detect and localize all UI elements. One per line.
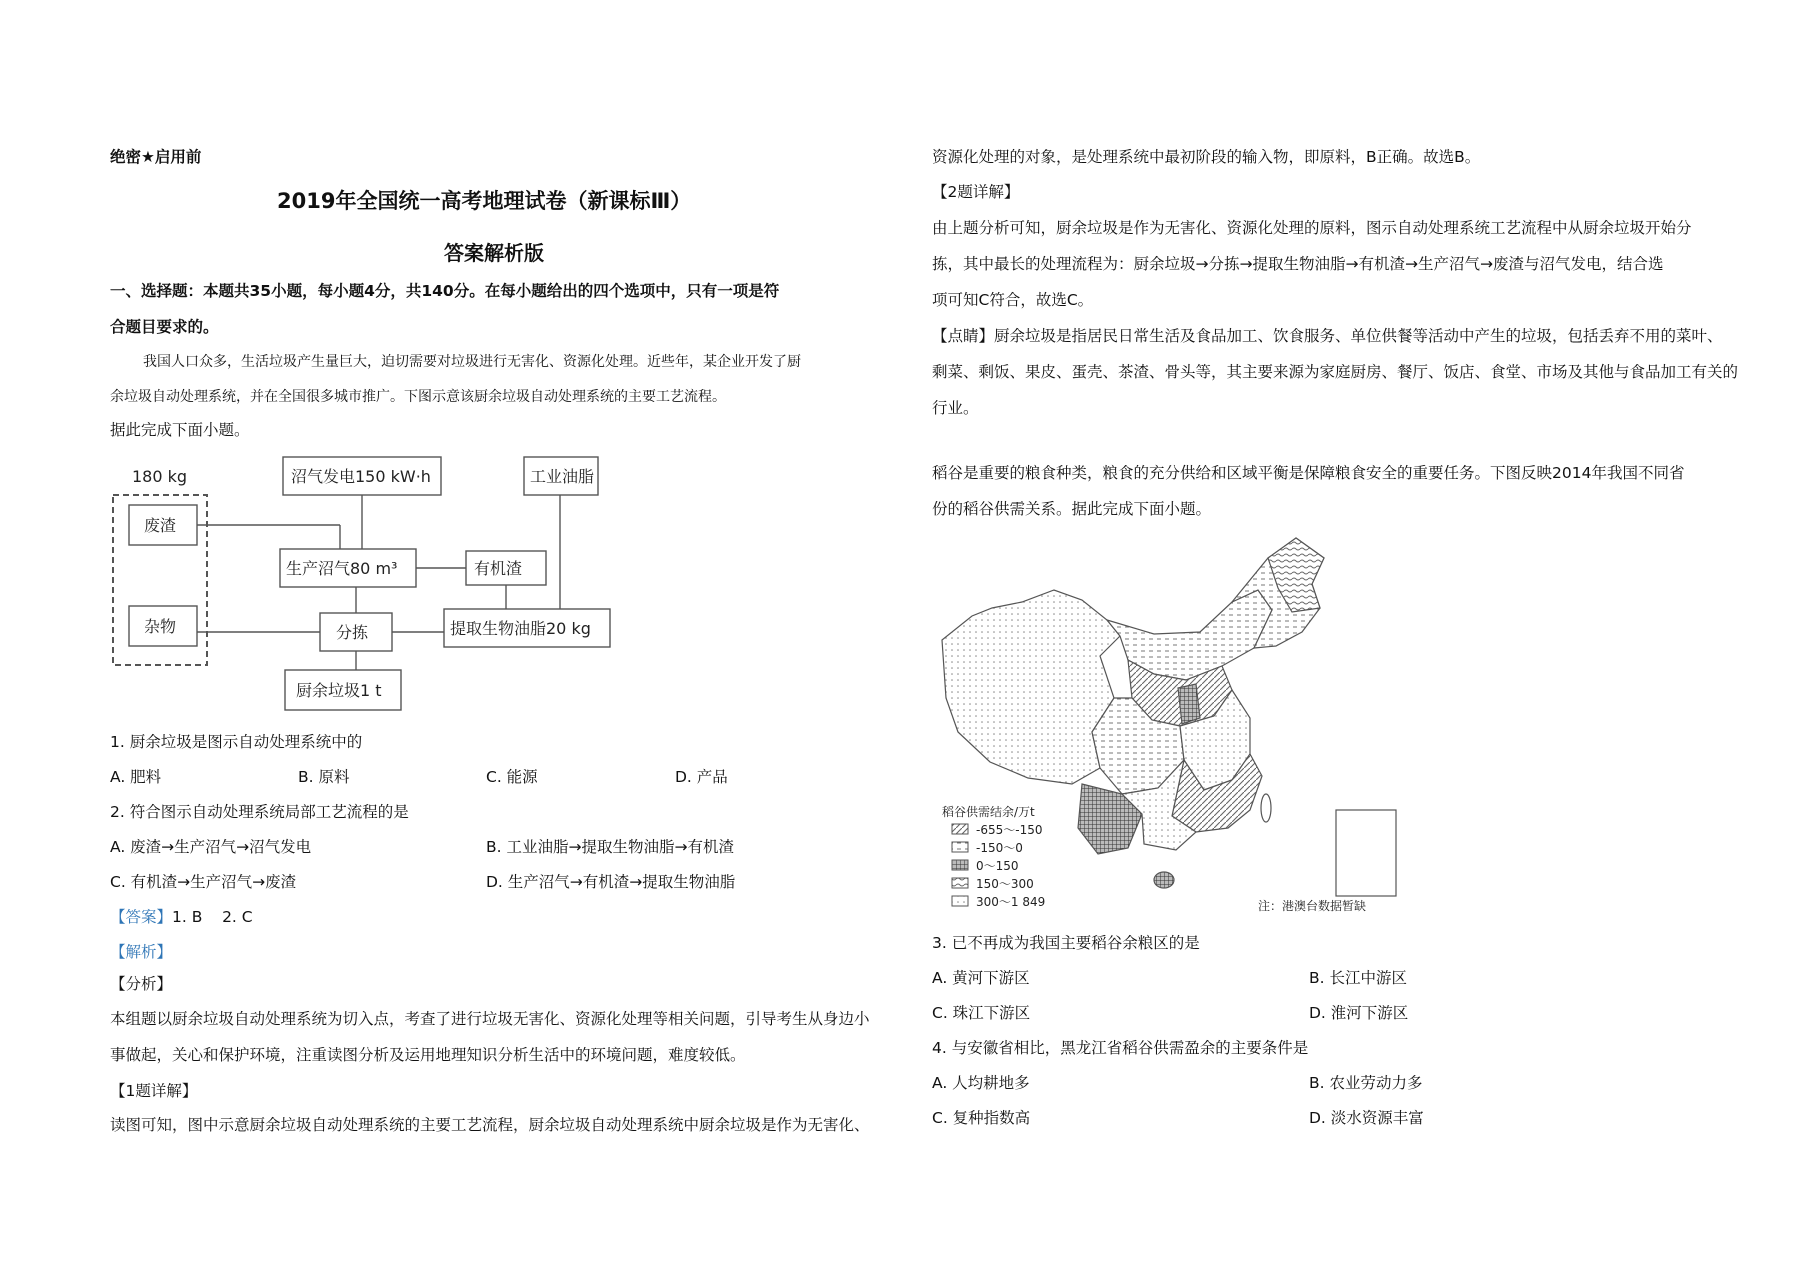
section-heading-line1: 一、选择题：本题共35小题，每小题4分，共140分。在每小题给出的四个选项中，只有一项是符	[110, 282, 780, 300]
process-flow-diagram	[110, 452, 630, 722]
q2-option-d: D. 生产沼气→有机渣→提取生物油脂	[486, 873, 736, 891]
detail-2-line2: 拣，其中最长的处理流程为：厨余垃圾→分拣→提取生物油脂→有机渣→生产沼气→废渣与沼气发电，结合选	[932, 255, 1664, 273]
question-4: 4. 与安徽省相比，黑龙江省稻谷供需盈余的主要条件是	[932, 1039, 1309, 1057]
legend-item-2: -150～0	[976, 841, 1023, 855]
detail-2-line3: 项可知C符合，故选C。	[932, 291, 1094, 309]
biogas-node: 生产沼气80 m³	[286, 559, 398, 578]
q4-option-c: C. 复种指数高	[932, 1109, 1031, 1127]
organic-residue-node: 有机渣	[474, 559, 523, 578]
question-2: 2. 符合图示自动处理系统局部工艺流程的是	[110, 803, 409, 821]
q4-option-d: D. 淡水资源丰富	[1309, 1109, 1424, 1127]
q1-option-b: B. 原料	[298, 768, 350, 786]
q1-option-c: C. 能源	[486, 768, 538, 786]
q3-option-d: D. 淮河下游区	[1309, 1004, 1409, 1022]
confidential-header: 绝密★启用前	[110, 148, 202, 166]
total-weight-label: 180 kg	[132, 467, 188, 486]
fenxi-line1: 本组题以厨余垃圾自动处理系统为切入点，考查了进行垃圾无害化、资源化处理等相关问题，引导考生从身边小	[110, 1010, 870, 1028]
analysis-label: 【解析】	[110, 943, 173, 961]
legend-item-3: 0～150	[976, 859, 1019, 873]
sorting-node: 分拣	[336, 623, 369, 642]
dianjing-line1: 【点睛】厨余垃圾是指居民日常生活及食品加工、饮食服务、单位供餐等活动中产生的垃圾，包括丢弃不用的菜叶、	[932, 327, 1723, 345]
q2-option-a: A. 废渣→生产沼气→沼气发电	[110, 838, 312, 856]
q4-option-b: B. 农业劳动力多	[1309, 1074, 1423, 1092]
intro-line3: 据此完成下面小题。	[110, 421, 250, 439]
answer-text: 1. B 2. C	[172, 908, 253, 926]
detail-1-continued: 资源化处理的对象，是处理系统中最初阶段的输入物，即原料，B正确。故选B。	[932, 148, 1481, 166]
fenxi-line2: 事做起，关心和保护环境，注重读图分析及运用地理知识分析生活中的环境问题，难度较低。	[110, 1046, 746, 1064]
q3-option-a: A. 黄河下游区	[932, 969, 1030, 987]
q1-option-d: D. 产品	[675, 768, 728, 786]
answer-line	[110, 906, 253, 928]
q1-option-a: A. 肥料	[110, 768, 162, 786]
fenxi-label: 【分析】	[110, 975, 173, 993]
q4-option-a: A. 人均耕地多	[932, 1074, 1030, 1092]
q2-option-c: C. 有机渣→生产沼气→废渣	[110, 873, 297, 891]
residue-node: 废渣	[144, 516, 177, 535]
legend-item-4: 150～300	[976, 877, 1034, 891]
q3-option-b: B. 长江中游区	[1309, 969, 1407, 987]
detail-2-line1: 由上题分析可知，厨余垃圾是作为无害化、资源化处理的原料，图示自动处理系统工艺流程中从厨余垃圾开始分	[932, 219, 1692, 237]
sundries-node: 杂物	[144, 617, 177, 636]
intro-line2: 余垃圾自动处理系统，并在全国很多城市推广。下图示意该厨余垃圾自动处理系统的主要工艺流程。	[110, 389, 726, 405]
q3-option-c: C. 珠江下游区	[932, 1004, 1031, 1022]
detail-1-label: 【1题详解】	[110, 1082, 198, 1100]
legend-item-1: -655～-150	[976, 823, 1043, 837]
legend-title: 稻谷供需结余/万t	[942, 805, 1035, 819]
detail-2-label: 【2题详解】	[932, 183, 1020, 201]
legend-item-5: 300～1 849	[976, 895, 1046, 909]
dianjing-line3: 行业。	[932, 399, 979, 417]
q2-option-b: B. 工业油脂→提取生物油脂→有机渣	[486, 838, 734, 856]
kitchen-waste-node: 厨余垃圾1 t	[296, 681, 382, 700]
detail-1-text: 读图可知，图中示意厨余垃圾自动处理系统的主要工艺流程，厨余垃圾自动处理系统中厨余垃圾是作为无害化、	[110, 1116, 870, 1134]
power-node: 沼气发电150 kW·h	[291, 467, 431, 486]
section-heading-line2: 合题目要求的。	[110, 318, 219, 336]
dianjing-line2: 剩菜、剩饭、果皮、蛋壳、茶渣、骨头等，其主要来源为家庭厨房、餐厅、饭店、食堂、市场及其他与食品加工有关的	[932, 363, 1739, 381]
question-3: 3. 已不再成为我国主要稻谷余粮区的是	[932, 934, 1200, 952]
page-subtitle: 答案解析版	[444, 241, 544, 265]
industrial-oil-node: 工业油脂	[530, 467, 595, 486]
question-1: 1. 厨余垃圾是图示自动处理系统中的	[110, 733, 363, 751]
passage2-line2: 份的稻谷供需关系。据此完成下面小题。	[932, 500, 1212, 518]
page-title: 2019年全国统一高考地理试卷（新课标Ⅲ）	[277, 189, 692, 213]
answer-label: 【答案】	[110, 908, 173, 926]
china-rice-supply-map	[932, 528, 1412, 918]
bio-oil-node: 提取生物油脂20 kg	[450, 619, 591, 638]
passage2-line1: 稻谷是重要的粮食种类，粮食的充分供给和区域平衡是保障粮食安全的重要任务。下图反映2014年我国不同省	[932, 464, 1685, 482]
intro-line1: 我国人口众多，生活垃圾产生量巨大，迫切需要对垃圾进行无害化、资源化处理。近些年，某企业开发了厨	[143, 354, 801, 370]
map-note: 注：港澳台数据暂缺	[1258, 899, 1367, 913]
